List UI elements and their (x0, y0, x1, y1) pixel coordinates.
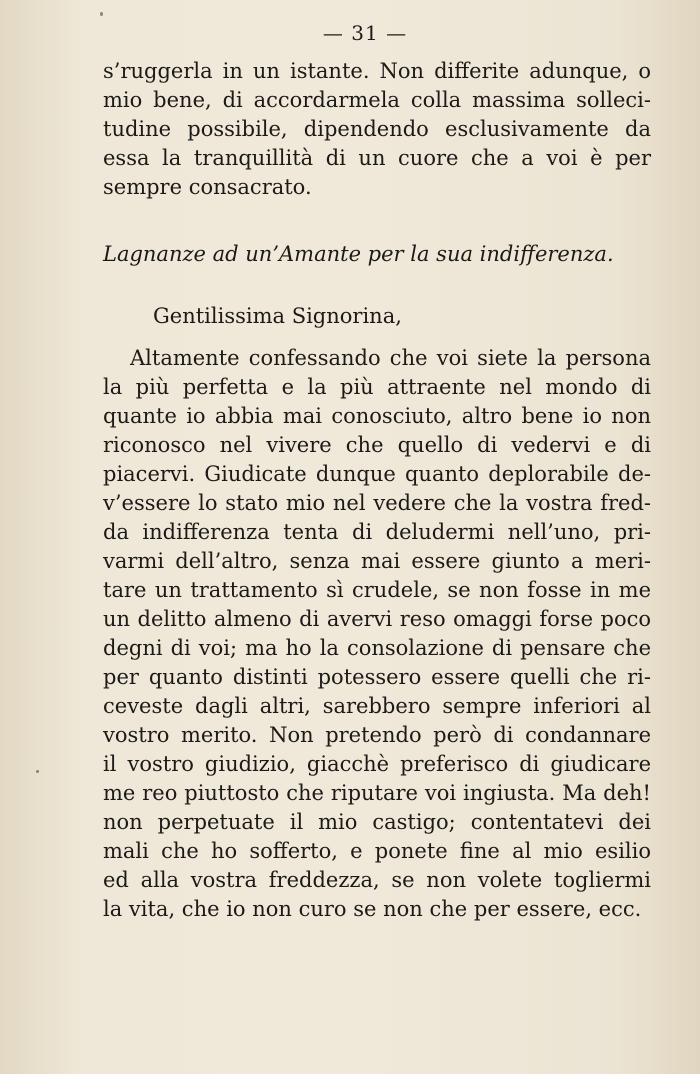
text-line: v’essere lo stato mio nel vedere che la vostra fred- (103, 491, 651, 515)
salutation: Gentilissima Signorina, (153, 304, 402, 328)
text-line: non perpetuate il mio castigo; contentatevi dei (103, 810, 651, 834)
text-line: ceveste dagli altri, sarebbero sempre inferiori al (103, 694, 651, 718)
ink-spot (36, 770, 39, 773)
text-line: quante io abbia mai conosciuto, altro bene io non (103, 404, 651, 428)
letter-body (103, 344, 651, 924)
text-line: me reo piuttosto che riputare voi ingiusta. Ma deh! (103, 781, 651, 805)
text-line: mio bene, di accordarmela colla massima solleci- (103, 88, 651, 112)
text-line: tare un trattamento sì crudele, se non fosse in me (103, 578, 651, 602)
text-line: varmi dell’altro, senza mai essere giunto a meri- (103, 549, 651, 573)
text-line: tudine possibile, dipendendo esclusivamente da (103, 117, 651, 141)
text-line: degni di voi; ma ho la consolazione di pensare che (103, 636, 651, 660)
intro-paragraph (103, 57, 651, 202)
text-line: vostro merito. Non pretendo però di condannare (103, 723, 651, 747)
text-line: ed alla vostra freddezza, se non volete togliermi (103, 868, 651, 892)
text-line: Altamente confessando che voi siete la persona (130, 346, 651, 370)
section-heading: Lagnanze ad un’Amante per la sua indifferenza. (103, 242, 614, 266)
text-line: la più perfetta e la più attraente nel mondo di (103, 375, 651, 399)
text-line: riconosco nel vivere che quello di vedervi e di (103, 433, 651, 457)
text-line: il vostro giudizio, giacchè preferisco di giudicare (103, 752, 651, 776)
text-line: da indifferenza tenta di deludermi nell’uno, pri- (103, 520, 651, 544)
text-line: mali che ho sofferto, e ponete fine al mio esilio (103, 839, 651, 863)
text-line: piacervi. Giudicate dunque quanto deplorabile de- (103, 462, 651, 486)
text-line: un delitto almeno di avervi reso omaggi forse poco (103, 607, 651, 631)
text-line: la vita, che io non curo se non che per essere, ecc. (103, 897, 642, 921)
text-line: per quanto distinti potessero essere quelli che ri- (103, 665, 651, 689)
ink-spot (100, 12, 103, 16)
text-line: s’ruggerla in un istante. Non differite adunque, o (103, 59, 651, 83)
text-line: essa la tranquillità di un cuore che a voi è per (103, 146, 651, 170)
text-line: sempre consacrato. (103, 175, 312, 199)
page-number: — 31 — (322, 21, 408, 45)
